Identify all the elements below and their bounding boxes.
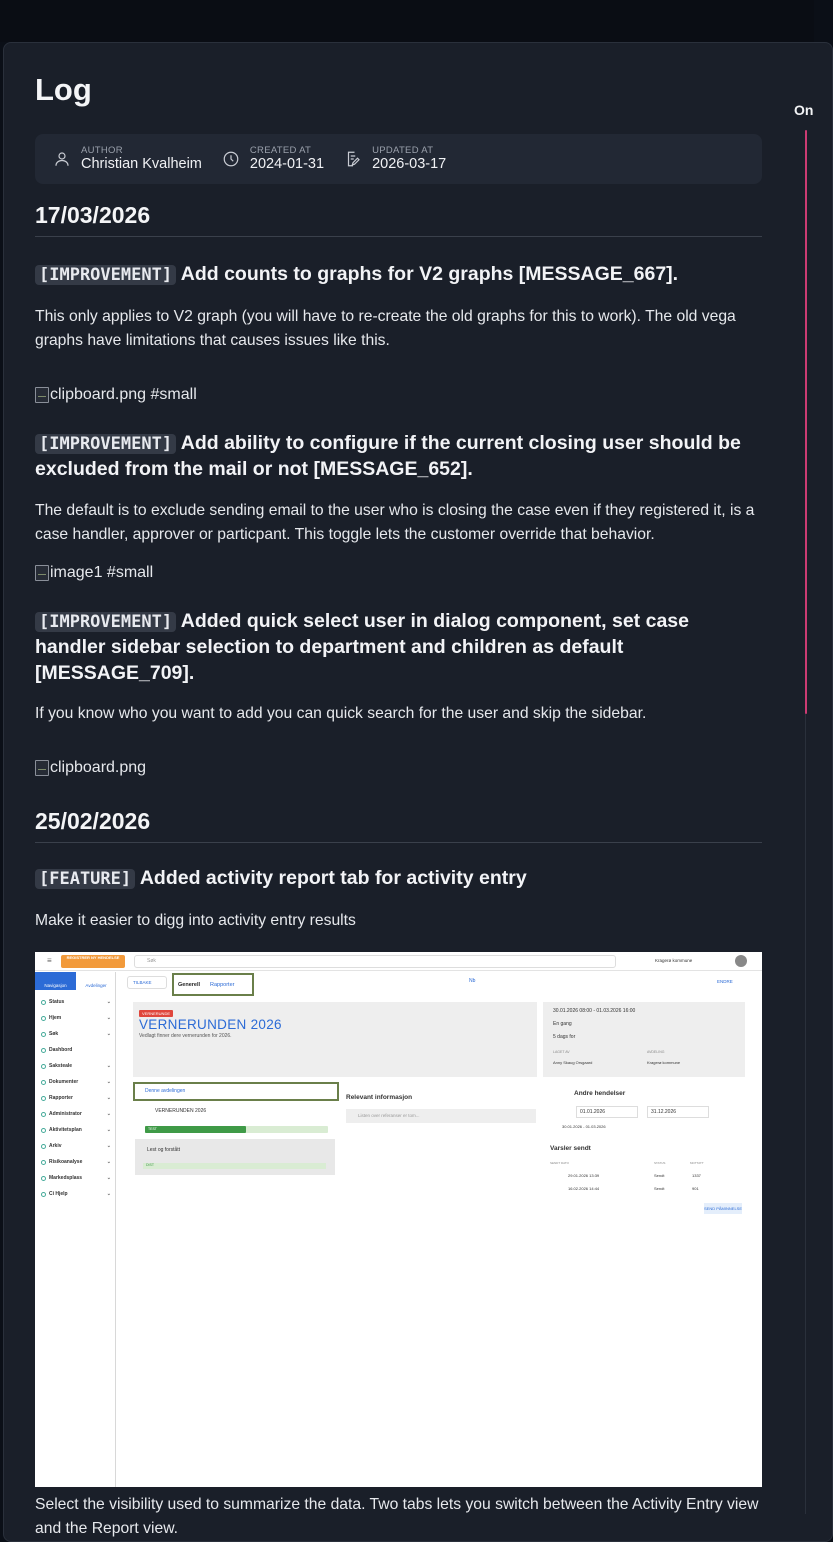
entry-body: If you know who you want to add you can quick search for the user and skip the sidebar.	[35, 705, 647, 722]
date-from: 01.01.2026	[576, 1106, 638, 1118]
progress-bar: TEST	[145, 1126, 328, 1133]
sidebar-item: Aktivitetsplan ⌄	[41, 1127, 111, 1133]
image-alt-text: image1 #small	[50, 563, 154, 581]
sidebar-item: Ci Hjelp ⌄	[41, 1191, 111, 1197]
activity-subtitle: Vedlagt finner dere vernerunden for 2026.	[139, 1033, 232, 1039]
top-bar	[0, 0, 814, 42]
author-meta	[53, 145, 202, 173]
author-name: Christian Kvalheim	[81, 156, 202, 172]
sidebar-item: Dashbord	[41, 1047, 111, 1053]
sidebar-item: Dokumenter ⌄	[41, 1079, 111, 1085]
broken-image	[35, 385, 762, 405]
author-label: AUTHOR	[81, 145, 123, 156]
entry-heading	[35, 262, 762, 289]
progress-fill	[145, 1126, 246, 1133]
broken-image-icon	[35, 387, 49, 403]
activity-card	[133, 1002, 537, 1077]
page-title: Log	[35, 72, 92, 107]
created-by-label: LAGET AV	[553, 1050, 570, 1054]
days-left: 5 dags for	[553, 1034, 576, 1040]
entry-body: Make it easier to digg into activity entry results	[35, 911, 356, 929]
screenshot-topbar	[35, 952, 762, 971]
sidebar-item: Saksteale ⌄	[41, 1063, 111, 1069]
sidebar-item: Arkiv ⌄	[41, 1143, 111, 1149]
sidebar-item: Hjem ⌄	[41, 1015, 111, 1021]
created-meta	[222, 145, 324, 173]
activity-report-screenshot	[35, 952, 762, 1487]
created-label: CREATED AT	[249, 145, 312, 156]
tab-general: Generell	[178, 982, 201, 988]
dept-tab: Avdelinger	[85, 983, 107, 988]
avatar	[735, 955, 747, 967]
dept-label: AVDELING	[647, 1050, 665, 1054]
register-button: REGISTRER NY HENDELSE	[61, 955, 125, 968]
screenshot-main	[117, 972, 762, 1487]
broken-image-icon	[35, 565, 49, 581]
activity-list-item	[135, 1102, 335, 1137]
tab-group-highlight	[172, 973, 254, 996]
entry-heading	[35, 609, 762, 687]
created-by: Anny Skaug Orsgaard	[553, 1060, 593, 1065]
user-icon	[53, 150, 71, 168]
dept-value: Kragerø kommune	[647, 1060, 681, 1065]
edit-button: ENDRE	[717, 979, 733, 984]
entry-heading	[35, 431, 762, 483]
back-button: TILBAKE	[127, 976, 167, 989]
date-to: 31.12.2026	[647, 1106, 709, 1118]
lang-button: Nb	[469, 978, 476, 984]
alert-date: 29.01.2026 13:39	[568, 1173, 600, 1178]
period: 30.01.2026 08:00 - 01.03.2026 16:00	[553, 1008, 636, 1014]
screenshot-sidebar	[35, 972, 116, 1487]
send-reminder-button: SEND PÅMINNELSE	[704, 1203, 742, 1214]
broken-image	[35, 563, 762, 583]
entry-tag: [IMPROVEMENT]	[35, 265, 176, 285]
nav-tab: Navigasjon	[35, 972, 76, 990]
activity-details	[543, 1002, 745, 1077]
relevant-info	[342, 1086, 538, 1126]
toc-track	[805, 714, 806, 1514]
read-understood	[135, 1139, 335, 1175]
relevant-title: Relevant informasjon	[346, 1094, 413, 1101]
toc-active-indicator	[805, 130, 807, 714]
sidebar-item: Status ⌄	[41, 999, 111, 1005]
entry-body: The default is to exclude sending email to the user who is closing the case even if they registered it, is a case handler, approver or particpant. This toggle lets the customer override that behavior.	[35, 501, 755, 543]
alerts-sent: Varsler sendt SENDT DATO STATUS MOTTATT 29.01.2026 13:39 Sendt 1337 16.02.2026 14:44 Sendt 901 SEND PÅMINNELSE	[544, 1139, 744, 1221]
sidebar-item: Markedsplass ⌄	[41, 1175, 111, 1181]
alert-count: 1337	[692, 1173, 701, 1178]
screenshot-search: Søk	[134, 955, 616, 968]
entry-tag: [FEATURE]	[35, 869, 135, 889]
list-item-title: VERNERUNDEN 2026	[155, 1108, 207, 1114]
entry-title: Add ability to configure if the current closing user should be excluded from the mail or not [MESSAGE_652].	[35, 431, 741, 480]
sidebar-item: Rapporter ⌄	[41, 1095, 111, 1101]
read-label: Lest og forstått	[147, 1147, 181, 1153]
broken-image-icon	[35, 760, 49, 776]
entry-tag: [IMPROVEMENT]	[35, 434, 176, 454]
date-range: 30.01.2026 - 01.03.2026	[562, 1124, 606, 1129]
other-title: Andre hendelser	[574, 1090, 626, 1097]
activity-badge: VERNERUNDE	[139, 1010, 173, 1017]
org-name: Kragerø kommune	[655, 958, 693, 963]
edit-document-icon	[344, 150, 362, 168]
entry-title: Add counts to graphs for V2 graphs [MESSAGE_667].	[176, 263, 679, 285]
relevant-empty: Listen over referanser er tom...	[346, 1109, 536, 1123]
sidebar-item: Risikoanalyse ⌄	[41, 1159, 111, 1165]
log-content	[35, 70, 762, 933]
alert-status: Sendt	[654, 1186, 665, 1191]
read-progress: DIST	[143, 1163, 326, 1169]
activity-title: VERNERUNDEN 2026	[139, 1017, 282, 1032]
section-date: 17/03/2026	[35, 200, 762, 237]
menu-icon: ≡	[47, 956, 52, 965]
alerts-title: Varsler sendt	[550, 1145, 591, 1152]
dept-select: Denne avdelingen	[133, 1082, 339, 1101]
sidebar-item: Søk ⌄	[41, 1031, 111, 1037]
tab-reports: Rapporter	[210, 982, 235, 988]
created-date: 2024-01-31	[249, 156, 325, 172]
updated-date: 2026-03-17	[372, 156, 447, 172]
alert-count: 901	[692, 1186, 699, 1191]
image-alt-text: clipboard.png #small	[50, 385, 197, 403]
entry-body-after-image: Select the visibility used to summarize the data. Two tabs lets you switch between the Activity Entry view and the Report view.	[35, 1496, 759, 1537]
meta-bar	[35, 134, 762, 184]
toc-label[interactable]: On	[794, 102, 814, 118]
alert-date: 16.02.2026 14:44	[568, 1186, 600, 1191]
section-date: 25/02/2026	[35, 806, 762, 843]
updated-label: UPDATED AT	[372, 145, 434, 156]
entry-tag: [IMPROVEMENT]	[35, 612, 176, 632]
sidebar-item: Administrator ⌄	[41, 1111, 111, 1117]
clock-icon	[222, 150, 240, 168]
entry-title: Added activity report tab for activity entry	[135, 867, 527, 889]
updated-meta	[344, 145, 446, 173]
broken-image	[35, 758, 762, 778]
alert-status: Sendt	[654, 1173, 665, 1178]
other-events	[544, 1084, 744, 1132]
image-alt-text: clipboard.png	[50, 759, 147, 776]
entry-heading	[35, 866, 762, 893]
entry-body: This only applies to V2 graph (you will have to re-create the old graphs for this to work). The old vega graphs have limitations that causes issues like this.	[35, 307, 736, 349]
entry-title: Added quick select user in dialog component, set case handler sidebar selection to department and children as default [MESSAGE_709].	[35, 609, 689, 684]
status: En gang	[553, 1021, 572, 1027]
